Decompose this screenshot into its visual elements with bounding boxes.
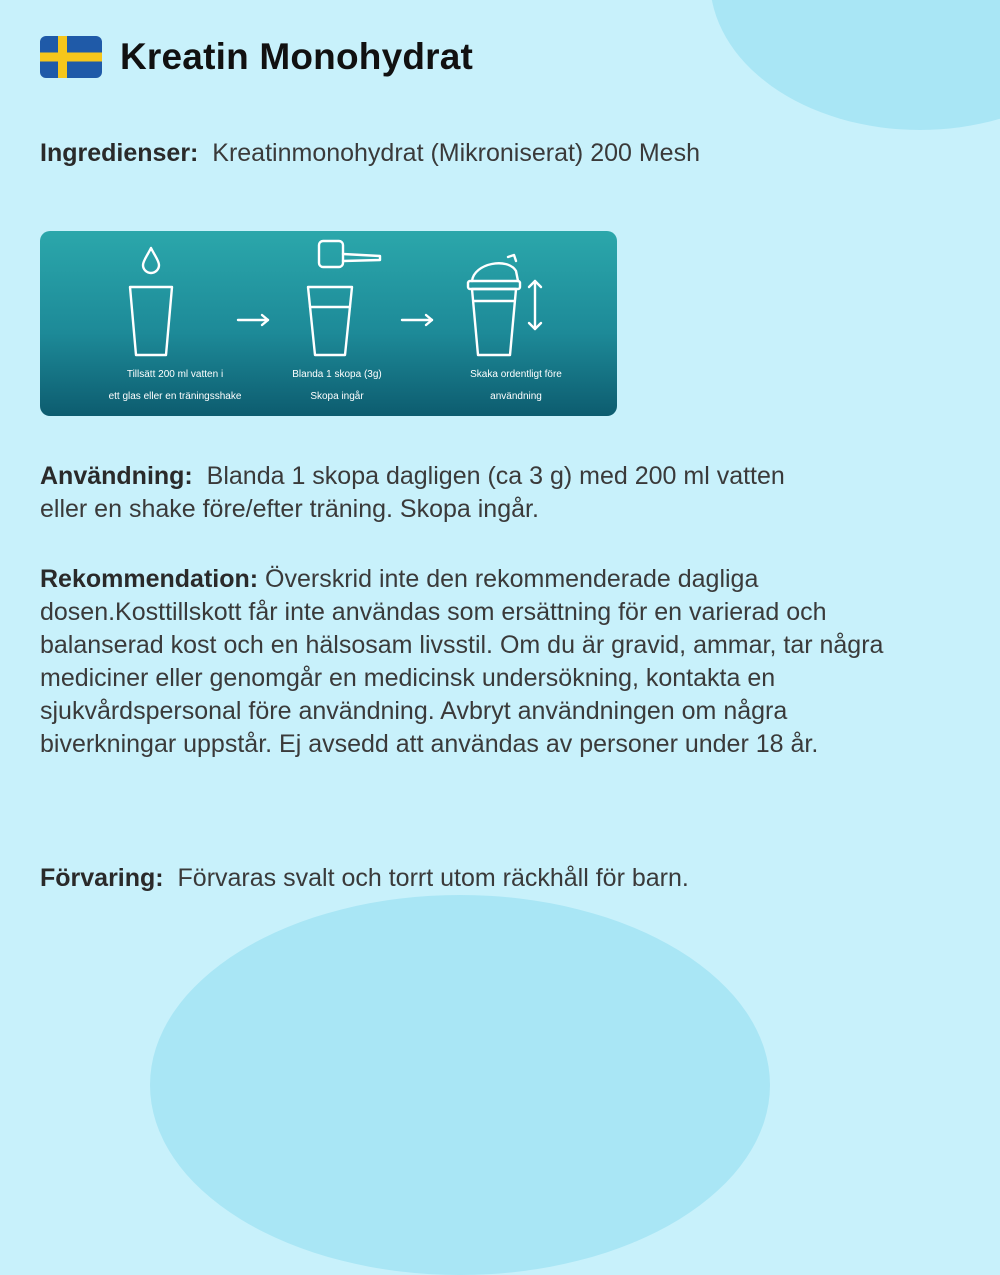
usage-text: Blanda 1 skopa dagligen (ca 3 g) med 200 ml vatten eller en shake före/efter träning. Skopa ingår. xyxy=(40,462,785,523)
water-drop-glass-icon xyxy=(130,248,172,355)
step-3-line-2: användning xyxy=(490,391,542,402)
ingredients-section xyxy=(40,137,940,170)
step-2-caption xyxy=(262,364,412,408)
instructions-panel xyxy=(40,231,617,416)
step-2-line-2: Skopa ingår xyxy=(310,391,364,402)
step-3-line-1: Skaka ordentligt före xyxy=(470,369,562,380)
background-blob-top xyxy=(710,0,1000,130)
recommendation-section xyxy=(40,563,890,761)
scoop-glass-icon xyxy=(308,241,380,355)
step-3-caption xyxy=(428,364,604,408)
arrow-right-icon xyxy=(238,315,268,325)
usage-label: Användning: xyxy=(40,462,193,490)
page-title: Kreatin Monohydrat xyxy=(120,36,474,77)
header xyxy=(40,36,473,78)
step-1-line-1: Tillsätt 200 ml vatten i xyxy=(126,369,224,380)
background-blob-bottom xyxy=(150,895,770,1275)
usage-section xyxy=(40,460,830,526)
ingredients-text: Kreatinmonohydrat (Mikroniserat) 200 Mesh xyxy=(212,139,700,167)
arrow-right-icon xyxy=(402,315,432,325)
step-1-line-2: ett glas eller en träningsshake xyxy=(108,391,242,402)
recommendation-label: Rekommendation: xyxy=(40,565,259,593)
storage-section xyxy=(40,862,940,895)
shaker-icon xyxy=(468,255,541,355)
step-2-line-1: Blanda 1 skopa (3g) xyxy=(292,369,382,380)
sweden-flag-icon xyxy=(40,36,102,78)
storage-label: Förvaring: xyxy=(40,864,164,892)
step-1-caption xyxy=(80,364,270,408)
recommendation-text: Överskrid inte den rekommenderade dagliga dosen.Kosttillskott får inte användas som ersättning för en varierad och balanserad kost och en hälsosam livsstil. Om du är gravid, ammar, tar några mediciner eller genomgår en medicinsk undersökning, kontakta en sjukvårdspersonal före användning. Avbryt användningen om några biverkningar uppstår. Ej avsedd att användas av personer under 18 år. xyxy=(40,565,884,758)
storage-text: Förvaras svalt och torrt utom räckhåll för barn. xyxy=(177,864,689,892)
ingredients-label: Ingredienser: xyxy=(40,139,199,167)
